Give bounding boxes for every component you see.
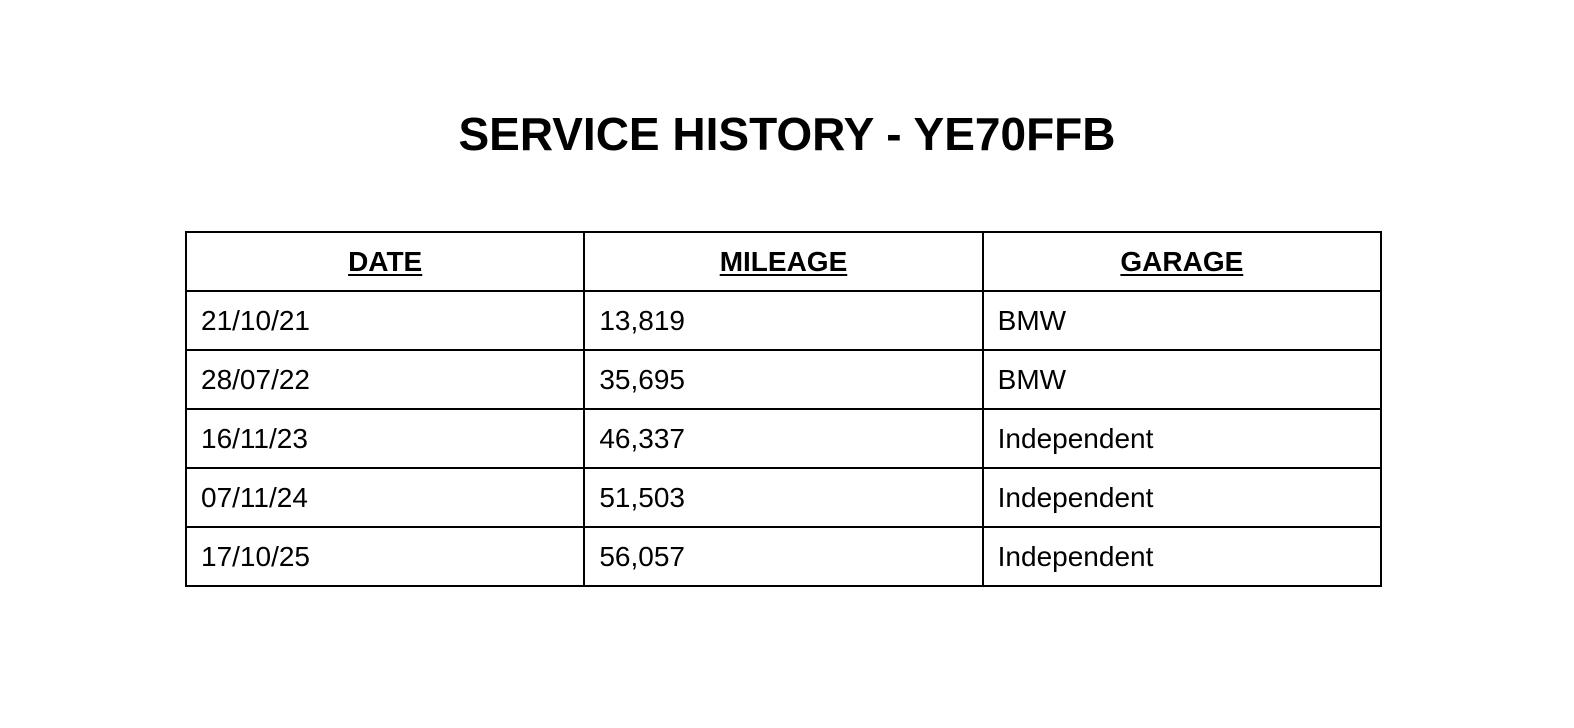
table-row: [186, 409, 1381, 468]
mileage-cell: 46,337: [584, 409, 982, 468]
table-header-row: [186, 232, 1381, 291]
table-row: [186, 291, 1381, 350]
garage-cell: Independent: [983, 527, 1381, 586]
column-header-mileage: MILEAGE: [584, 232, 982, 291]
column-header-date: DATE: [186, 232, 584, 291]
mileage-cell: 35,695: [584, 350, 982, 409]
date-cell: 16/11/23: [186, 409, 584, 468]
garage-cell: BMW: [983, 350, 1381, 409]
table-row: [186, 468, 1381, 527]
table-row: [186, 350, 1381, 409]
garage-cell: Independent: [983, 409, 1381, 468]
date-cell: 21/10/21: [186, 291, 584, 350]
garage-cell: Independent: [983, 468, 1381, 527]
table-row: [186, 527, 1381, 586]
date-cell: 07/11/24: [186, 468, 584, 527]
page-title: SERVICE HISTORY - YE70FFB: [458, 108, 1116, 160]
mileage-cell: 56,057: [584, 527, 982, 586]
column-header-garage: GARAGE: [983, 232, 1381, 291]
mileage-cell: 13,819: [584, 291, 982, 350]
date-cell: 28/07/22: [186, 350, 584, 409]
garage-cell: BMW: [983, 291, 1381, 350]
service-history-table: [185, 231, 1382, 587]
date-cell: 17/10/25: [186, 527, 584, 586]
mileage-cell: 51,503: [584, 468, 982, 527]
